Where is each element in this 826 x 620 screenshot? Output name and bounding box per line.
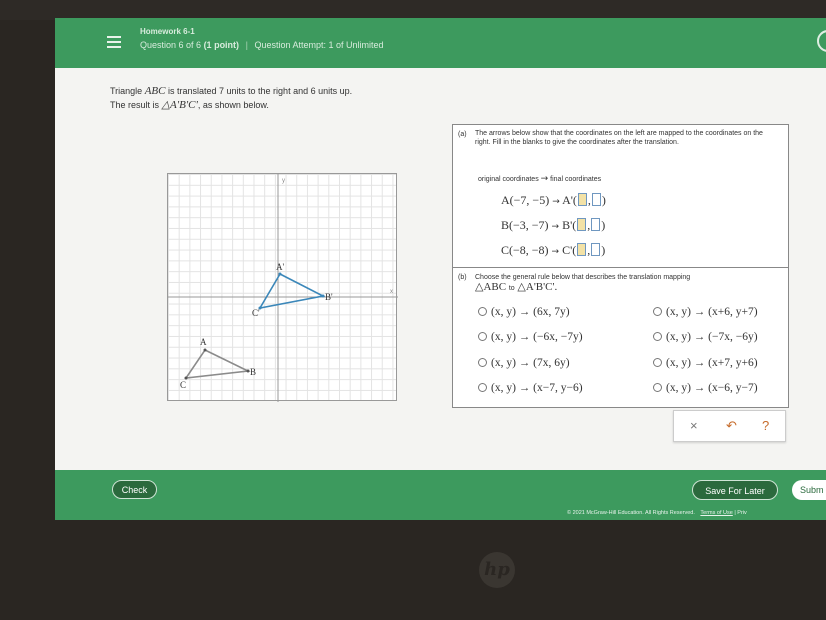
triangle-abc bbox=[186, 350, 248, 378]
homework-title: Homework 6-1 bbox=[140, 27, 195, 36]
image-triangle-name: △A'B'C' bbox=[161, 99, 198, 111]
undo-button[interactable]: ↶ bbox=[726, 418, 737, 433]
triangle-a-b-c-prime bbox=[260, 274, 323, 308]
question-number: Question 6 of 6 bbox=[140, 40, 202, 50]
question-points: (1 point) bbox=[203, 40, 240, 50]
mapping-row-a: A(−7, −5) → A'( , ) bbox=[501, 193, 606, 207]
blank-b-y[interactable] bbox=[591, 218, 600, 231]
attempt-info: Question Attempt: 1 of Unlimited bbox=[254, 40, 384, 50]
y-axis-label: y bbox=[282, 178, 285, 184]
label-c: C bbox=[180, 380, 187, 390]
mapping-row-b: B(−3, −7) → B'( , ) bbox=[501, 218, 606, 232]
mapping-from: △ABC bbox=[475, 280, 507, 293]
header-arrow: → bbox=[540, 174, 549, 184]
option-text: (x, y) → (−6x, −7y) bbox=[491, 331, 583, 343]
prompt-text: is translated 7 units to the right and 6 units up. bbox=[168, 86, 353, 96]
row-arrow: → bbox=[552, 197, 560, 207]
browser-screen bbox=[55, 18, 826, 520]
row-arrow: → bbox=[551, 222, 560, 232]
separator: | bbox=[245, 40, 248, 50]
part-a-label: (a) bbox=[458, 131, 467, 138]
option-text: (x, y) → (x−7, y−6) bbox=[491, 382, 583, 394]
prompt-text: Triangle bbox=[110, 86, 143, 96]
option-text: (x, y) → (x+7, y+6) bbox=[666, 357, 758, 369]
mapping-to: △A'B'C'. bbox=[517, 280, 558, 293]
final-coordinates-header: final coordinates bbox=[550, 176, 602, 183]
radio-button[interactable] bbox=[653, 358, 662, 367]
label-b-prime: B' bbox=[325, 292, 333, 302]
target-point-c: C' bbox=[562, 243, 573, 257]
mapping-to-word: to bbox=[508, 284, 515, 292]
radio-button[interactable] bbox=[653, 383, 662, 392]
target-point-b: B' bbox=[562, 218, 573, 232]
option-text: (x, y) → (7x, 6y) bbox=[491, 357, 570, 369]
radio-button[interactable] bbox=[653, 307, 662, 316]
blank-a-x[interactable] bbox=[578, 193, 587, 206]
save-for-later-button[interactable]: Save For Later bbox=[692, 480, 778, 500]
hamburger-menu-icon[interactable] bbox=[107, 36, 121, 48]
option-text: (x, y) → (−7x, −6y) bbox=[666, 331, 758, 343]
option-text: (x, y) → (x−6, y−7) bbox=[666, 382, 758, 394]
user-circle-icon[interactable] bbox=[817, 30, 826, 52]
part-a-section bbox=[453, 125, 788, 268]
part-b-instruction-text: Choose the general rule below that describes the translation mapping bbox=[475, 274, 691, 281]
option-left-4[interactable] bbox=[478, 382, 583, 394]
blank-c-y[interactable] bbox=[591, 243, 600, 256]
radio-button[interactable] bbox=[478, 383, 487, 392]
header-bar bbox=[55, 18, 826, 68]
target-point-a: A' bbox=[562, 193, 573, 207]
answer-panel bbox=[452, 124, 789, 408]
option-left-3[interactable] bbox=[478, 357, 570, 369]
original-coordinates-header: original coordinates bbox=[478, 176, 539, 183]
blank-c-x[interactable] bbox=[577, 243, 586, 256]
blank-a-y[interactable] bbox=[592, 193, 601, 206]
monitor-bezel bbox=[0, 0, 826, 20]
graph-svg bbox=[168, 174, 398, 402]
label-a: A bbox=[200, 337, 207, 347]
label-a-prime: A' bbox=[276, 262, 285, 272]
question-prompt bbox=[110, 84, 352, 112]
clear-button[interactable]: × bbox=[690, 418, 698, 433]
submit-button[interactable]: Subm bbox=[792, 480, 826, 500]
option-left-1[interactable] bbox=[478, 306, 570, 318]
question-info bbox=[140, 40, 384, 50]
check-button[interactable]: Check bbox=[112, 480, 157, 499]
answer-actions bbox=[673, 410, 786, 442]
orig-coord-c: C(−8, −8) bbox=[501, 243, 549, 257]
option-left-2[interactable] bbox=[478, 331, 583, 343]
radio-button[interactable] bbox=[478, 307, 487, 316]
hp-logo-icon: hp bbox=[479, 552, 515, 588]
triangle-name: ABC bbox=[144, 85, 166, 97]
option-right-1[interactable] bbox=[653, 306, 758, 318]
part-b-instruction bbox=[475, 274, 775, 293]
prompt-text: , as shown below. bbox=[197, 100, 269, 110]
option-text: (x, y) → (6x, 7y) bbox=[491, 306, 570, 318]
help-button[interactable]: ? bbox=[762, 418, 770, 433]
mapping-header bbox=[478, 174, 601, 184]
radio-button[interactable] bbox=[478, 332, 487, 341]
part-b-label: (b) bbox=[458, 274, 467, 281]
radio-button[interactable] bbox=[653, 332, 662, 341]
option-right-2[interactable] bbox=[653, 331, 758, 343]
x-axis-label: x bbox=[390, 289, 393, 295]
point-a-prime bbox=[279, 273, 282, 276]
footer-bar bbox=[55, 470, 826, 520]
orig-coord-b: B(−3, −7) bbox=[501, 218, 549, 232]
option-right-3[interactable] bbox=[653, 357, 758, 369]
copyright-text: © 2021 McGraw-Hill Education. All Rights Reserved. bbox=[567, 510, 695, 516]
radio-button[interactable] bbox=[478, 358, 487, 367]
label-b: B bbox=[250, 367, 257, 377]
option-right-4[interactable] bbox=[653, 382, 758, 394]
orig-coord-a: A(−7, −5) bbox=[501, 193, 550, 207]
part-a-instruction: The arrows below show that the coordinates on the left are mapped to the coordinates on the right. Fill in the blanks to give the coordinates after the translation. bbox=[475, 130, 763, 146]
prompt-text: The result is bbox=[110, 100, 160, 110]
terms-link[interactable]: Terms of Use bbox=[700, 510, 733, 516]
copyright-footer bbox=[567, 510, 747, 516]
label-c-prime: C' bbox=[252, 308, 260, 318]
row-arrow: → bbox=[551, 247, 560, 257]
coordinate-graph bbox=[167, 173, 397, 401]
part-b-section bbox=[453, 268, 788, 408]
option-text: (x, y) → (x+6, y+7) bbox=[666, 306, 758, 318]
blank-b-x[interactable] bbox=[577, 218, 586, 231]
mapping-row-c: C(−8, −8) → C'( , ) bbox=[501, 243, 606, 257]
point-a bbox=[204, 349, 207, 352]
privacy-link[interactable]: | Priv bbox=[734, 510, 747, 516]
